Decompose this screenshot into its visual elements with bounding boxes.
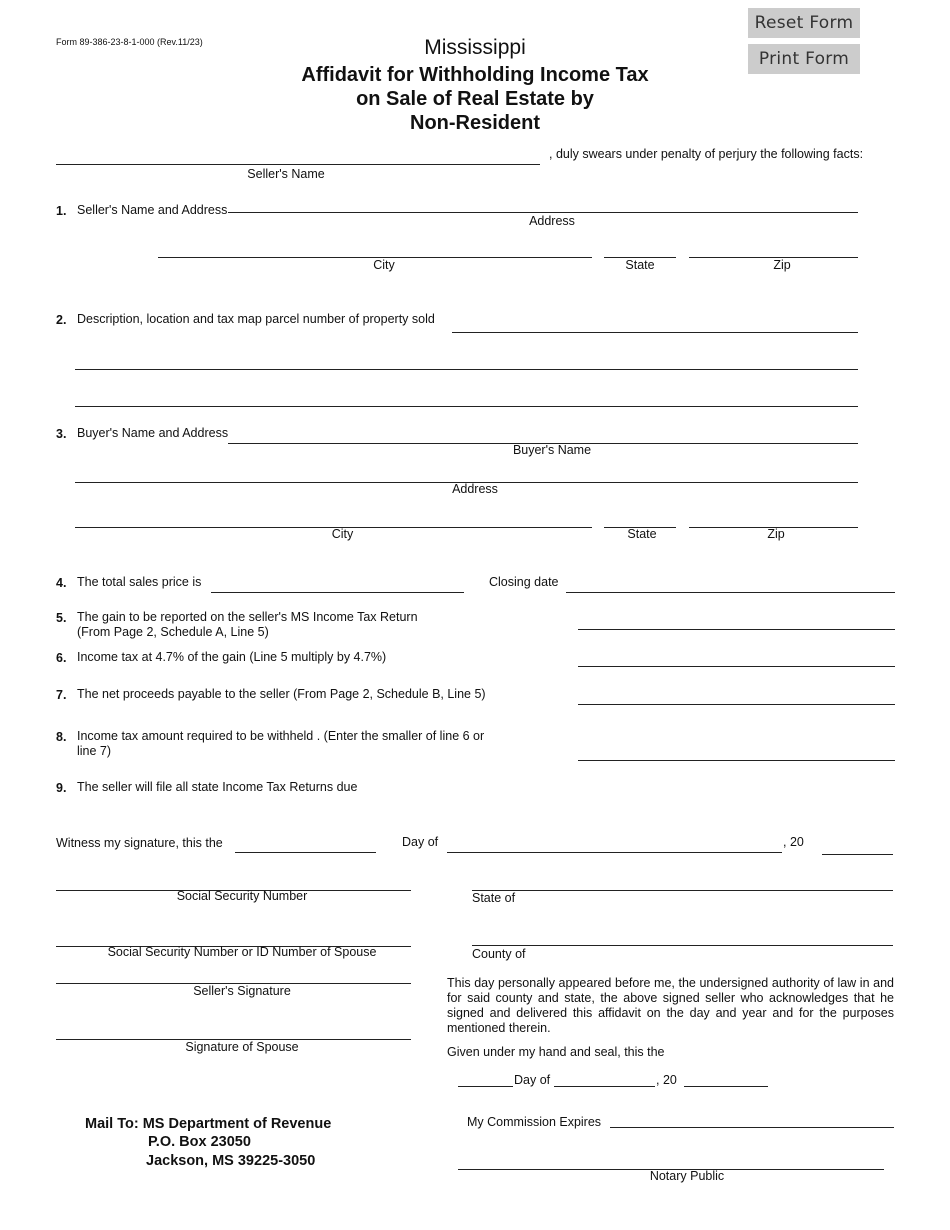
commission-expires-label: My Commission Expires — [467, 1115, 602, 1129]
notary-day-field[interactable] — [458, 1068, 513, 1087]
witness-label: Witness my signature, this the — [56, 836, 223, 850]
closing-date-field[interactable] — [566, 574, 895, 593]
mail-to-line-1: Mail To: MS Department of Revenue — [85, 1116, 332, 1132]
seller-signature-field[interactable] — [56, 965, 411, 984]
buyer-zip-caption: Zip — [767, 527, 785, 541]
notary-paragraph: This day personally appeared before me, the undersigned authority of law in and for said county and state, the above signed seller who acknowledges that he signed and delivered this affidavit on the day and year and for the purposes mentioned therein. — [447, 976, 894, 1035]
buyer-city-field[interactable] — [75, 509, 592, 528]
gain-field[interactable] — [578, 611, 895, 630]
notary-year-prefix: , 20 — [656, 1073, 677, 1087]
state-caption: State — [625, 258, 655, 272]
item-6-label: Income tax at 4.7% of the gain (Line 5 multiply by 4.7%) — [77, 650, 387, 664]
print-form-button[interactable]: Print Form — [748, 44, 860, 74]
item-8-sublabel: line 7) — [77, 744, 112, 758]
item-4-number: 4. — [56, 576, 67, 590]
notary-month-field[interactable] — [554, 1068, 655, 1087]
net-proceeds-field[interactable] — [578, 686, 895, 705]
form-number: Form 89-386-23-8-1-000 (Rev.11/23) — [56, 37, 203, 47]
item-3-label: Buyer's Name and Address — [77, 426, 229, 440]
buyer-city-caption: City — [331, 527, 354, 541]
item-8-label: Income tax amount required to be withheld . (Enter the smaller of line 6 or — [77, 729, 485, 743]
buyer-state-caption: State — [627, 527, 657, 541]
form-title-line-3: Non-Resident — [410, 112, 540, 134]
item-6-number: 6. — [56, 651, 67, 665]
item-9-label: The seller will file all state Income Tax Returns due — [77, 780, 358, 794]
item-2-number: 2. — [56, 313, 67, 327]
form-title-line-2: on Sale of Real Estate by — [356, 88, 594, 110]
buyer-state-field[interactable] — [604, 509, 676, 528]
ssn-caption: Social Security Number — [176, 889, 308, 903]
reset-form-button[interactable]: Reset Form — [748, 8, 860, 38]
state-of-label: State of — [472, 891, 516, 905]
oath-text: , duly swears under penalty of perjury the following facts: — [549, 147, 864, 161]
property-description-line-1[interactable] — [452, 314, 858, 333]
item-9-number: 9. — [56, 781, 67, 795]
witness-month-field[interactable] — [447, 834, 782, 853]
item-8-number: 8. — [56, 730, 67, 744]
item-1-number: 1. — [56, 204, 67, 218]
item-2-label: Description, location and tax map parcel number of property sold — [77, 312, 435, 326]
mail-to-line-3: Jackson, MS 39225-3050 — [146, 1153, 316, 1169]
property-description-line-2[interactable] — [75, 351, 858, 370]
item-3-number: 3. — [56, 427, 67, 441]
state-title: Mississippi — [424, 36, 526, 59]
form-title-line-1: Affidavit for Withholding Income Tax — [301, 64, 649, 86]
property-description-line-3[interactable] — [75, 388, 858, 407]
notary-public-caption: Notary Public — [649, 1169, 725, 1183]
city-caption: City — [373, 258, 395, 272]
buyer-address-caption: Address — [452, 482, 498, 496]
commission-expires-field[interactable] — [610, 1109, 894, 1128]
item-7-label: The net proceeds payable to the seller (From Page 2, Schedule B, Line 5) — [77, 687, 486, 701]
item-4-label: The total sales price is — [77, 575, 202, 589]
closing-date-label: Closing date — [489, 575, 559, 589]
state-of-field[interactable] — [472, 872, 893, 891]
county-of-field[interactable] — [472, 927, 893, 946]
item-7-number: 7. — [56, 688, 67, 702]
item-5-number: 5. — [56, 611, 67, 625]
seller-state-field[interactable] — [604, 239, 676, 258]
mail-to-line-2: P.O. Box 23050 — [148, 1134, 251, 1150]
seller-zip-field[interactable] — [689, 239, 858, 258]
total-sales-price-field[interactable] — [211, 574, 464, 593]
buyer-address-field[interactable] — [75, 464, 858, 483]
buyer-name-caption: Buyer's Name — [512, 443, 592, 457]
county-of-label: County of — [472, 947, 526, 961]
buyer-name-field[interactable] — [228, 425, 858, 444]
notary-public-signature-field[interactable] — [458, 1151, 884, 1170]
address-caption: Address — [529, 214, 575, 228]
withheld-amount-field[interactable] — [578, 742, 895, 761]
witness-day-field[interactable] — [235, 834, 376, 853]
item-5-sublabel: (From Page 2, Schedule A, Line 5) — [77, 625, 269, 639]
income-tax-field[interactable] — [578, 648, 895, 667]
item-1-label: Seller's Name and Address — [77, 203, 228, 217]
witness-year-field[interactable] — [822, 836, 893, 855]
spouse-signature-field[interactable] — [56, 1021, 411, 1040]
notary-year-field[interactable] — [684, 1068, 768, 1087]
seller-name-field[interactable] — [56, 146, 540, 165]
given-under-label: Given under my hand and seal, this the — [447, 1045, 665, 1059]
buyer-zip-field[interactable] — [689, 509, 858, 528]
seller-signature-caption: Seller's Signature — [193, 984, 291, 998]
seller-city-field[interactable] — [158, 239, 592, 258]
spouse-ssn-caption: Social Security Number or ID Number of Spouse — [107, 945, 377, 959]
item-5-label: The gain to be reported on the seller's MS Income Tax Return — [77, 610, 418, 624]
seller-name-caption: Seller's Name — [247, 167, 325, 181]
notary-day-of-label: Day of — [514, 1073, 551, 1087]
zip-caption: Zip — [773, 258, 791, 272]
spouse-signature-caption: Signature of Spouse — [185, 1040, 299, 1054]
day-of-label: Day of — [402, 835, 439, 849]
year-prefix-label: , 20 — [783, 835, 804, 849]
seller-address-field[interactable] — [228, 194, 858, 213]
